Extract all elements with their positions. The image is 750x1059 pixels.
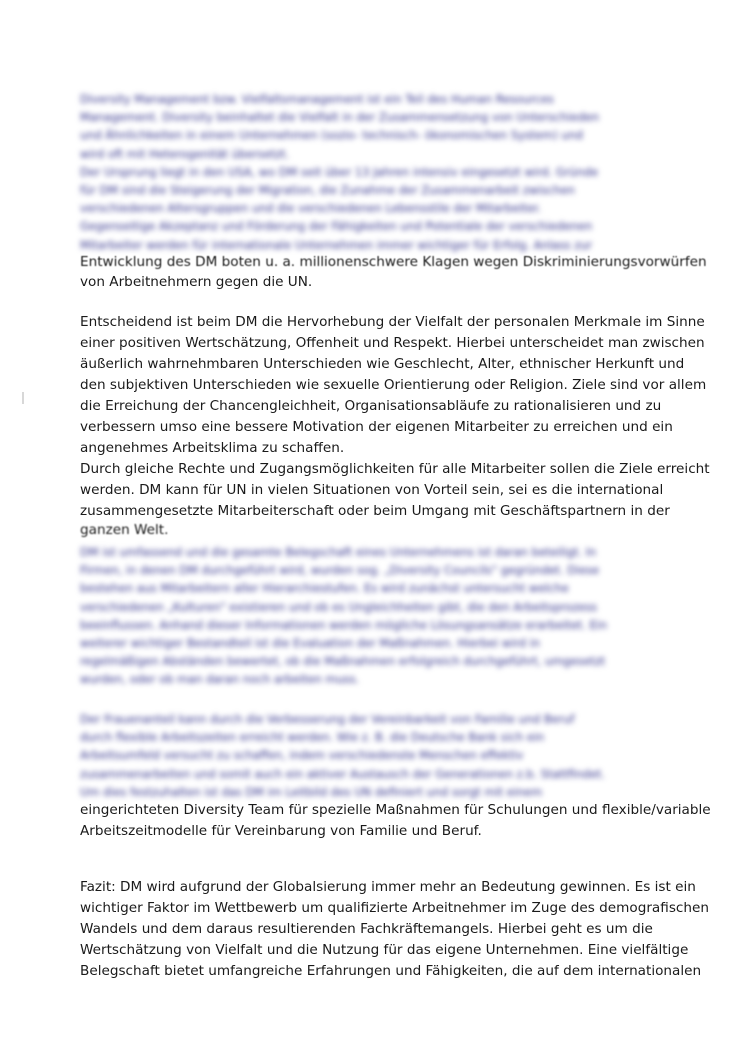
text-line-von-arbeitnehmern: von Arbeitnehmern gegen die UN. [80, 274, 313, 290]
fazit-line: Wertschätzung von Vielfalt und die Nutzung für das eigene Unternehmen. Eine vielfältige [80, 942, 689, 958]
paragraph-3-line: Arbeitszeitmodelle für Vereinbarung von Familie und Beruf. [80, 823, 482, 839]
fazit-line: Wandels und dem daraus resultierenden Fachkräftemangels. Hierbei geht es um die [80, 921, 653, 937]
blurred-lower-paragraph [80, 710, 680, 801]
blurred-text-line: bestehen aus Mitarbeitern aller Hierarchiestufen. Es wird zunächst untersucht welche [80, 581, 569, 596]
scan-artifact-mark [22, 392, 24, 404]
blurred-text-line: wird oft mit Heterogenität übersetzt. [80, 146, 290, 161]
paragraph-2-line: die Erreichung der Chancengleichheit, Organisationsabläufe zu rationalisieren und zu [80, 398, 662, 414]
blurred-text-line: beeinflussen. Anhand dieser Informationen werden mögliche Lösungsansätze erarbeitet. Ein [80, 617, 608, 632]
blurred-text-line: wurden, oder ob man daran noch arbeiten muss. [80, 672, 360, 687]
blurred-text-line: verschiedenen „Kulturen" existieren und ob es Ungleichheiten gibt, die den Arbeitsprozess [80, 599, 598, 614]
paragraph-2-line: Entscheidend ist beim DM die Hervorhebung der Vielfalt der personalen Merkmale im Sinne [80, 314, 705, 330]
paragraph-2-line: äußerlich wahrnehmbaren Unterschieden wie Geschlecht, Alter, ethnischer Herkunft und [80, 356, 685, 372]
paragraph-2-line: angenehmes Arbeitsklima zu schaffen. [80, 440, 345, 456]
blurred-middle-paragraph [80, 543, 680, 689]
blurred-text-line: Arbeitsumfeld versucht zu schaffen, indem verschiedenste Menschen effektiv [80, 748, 524, 763]
fazit-line: Fazit: DM wird aufgrund der Globalsierung immer mehr an Bedeutung gewinnen. Es ist ein [80, 879, 696, 895]
blurred-text-line: DM ist umfassend und die gesamte Belegschaft eines Unternehmens ist daran beteiligt. In [80, 545, 597, 559]
blurred-text-line: Diversity Management bzw. Vielfaltsmanagement ist ein Teil des Human Resources [80, 92, 554, 106]
blurred-text-line: für DM sind die Steigerung der Migration, die Zunahme der Zusammenarbeit zwischen [80, 183, 575, 198]
blurred-text-line: verschiedenen Altersgruppen und die verschiedenen Lebensstile der Mitarbeiter. [80, 201, 542, 216]
text-line-ganzen-welt: ganzen Welt. [80, 522, 169, 538]
blurred-text-line: Mitarbeiter werden für internationale Unternehmen immer wichtiger für Erfolg. Anlass zur [80, 237, 593, 252]
paragraph-2-line: verbessern umso eine bessere Motivation der eigenen Mitarbeiter zu erreichen und ein [80, 419, 673, 435]
blurred-text-line: Management. Diversity beinhaltet die Vielfalt in der Zusammensetzung von Unterschieden [80, 110, 600, 125]
fazit-line: wichtiger Faktor im Wettbewerb um qualifizierte Arbeitnehmer im Zuge des demografischen [80, 900, 709, 916]
blurred-text-line: zusammenarbeiten und somit auch ein aktiver Austausch der Generationen z.b. Stattfindet. [80, 766, 606, 781]
blurred-text-line: durch flexible Arbeitszeiten erreicht werden. Wie z. B. die Deutsche Bank sich ein [80, 730, 545, 745]
paragraph-2-line: werden. DM kann für UN in vielen Situationen von Vorteil sein, sei es die international [80, 482, 664, 498]
blurred-text-line: weiterer wichtiger Bestandteil ist die Evaluation der Maßnahmen. Hierbei wird in [80, 636, 541, 651]
blurred-text-line: regelmäßigen Abständen bewertet, ob die Maßnahmen erfolgreich durchgeführt, umgesetzt [80, 654, 606, 669]
paragraph-2-line: den subjektiven Unterschieden wie sexuelle Orientierung oder Religion. Ziele sind vor allem [80, 377, 707, 393]
paragraph-3-line: eingerichteten Diversity Team für spezielle Maßnahmen für Schulungen und flexible/variable [80, 802, 711, 818]
blurred-text-line: Der Ursprung liegt in den USA, wo DM seit über 13 Jahren intensiv eingesetzt wird. Gründe [80, 164, 599, 179]
text-line-entwicklung: Entwicklung des DM boten u. a. millionenschwere Klagen wegen Diskriminierungsvorwürfen [80, 254, 707, 270]
paragraph-2-line: Durch gleiche Rechte und Zugangsmöglichkeiten für alle Mitarbeiter sollen die Ziele erreicht [80, 461, 710, 477]
blurred-text-line: Gegenseitige Akzeptanz und Förderung der Fähigkeiten und Potentiale der verschiedenen [80, 219, 593, 234]
fazit-line: Belegschaft bietet umfangreiche Erfahrungen und Fähigkeiten, die auf dem internationalen [80, 963, 702, 979]
blurred-intro-paragraph [80, 90, 680, 254]
paragraph-2-line: einer positiven Wertschätzung, Offenheit und Respekt. Hierbei unterscheidet man zwischen [80, 335, 705, 351]
paragraph-2-line: zusammengesetzte Mitarbeiterschaft oder beim Umgang mit Geschäftspartnern in der [80, 503, 670, 519]
blurred-text-line: Um dies festzuhalten ist das DM im Leitbild des UN definiert und sorgt mit einem [80, 784, 543, 799]
blurred-text-line: und Ähnlichkeiten in einem Unternehmen (sozio- technisch- ökonomischen System) und [80, 128, 583, 143]
blurred-text-line: Der Frauenanteil kann durch die Verbesserung der Vereinbarkeit von Familie und Beruf [80, 712, 575, 726]
blurred-text-line: Firmen, in denen DM durchgeführt wird, wurden sog. „Diversity Councils" gegründet. Diese [80, 563, 600, 578]
